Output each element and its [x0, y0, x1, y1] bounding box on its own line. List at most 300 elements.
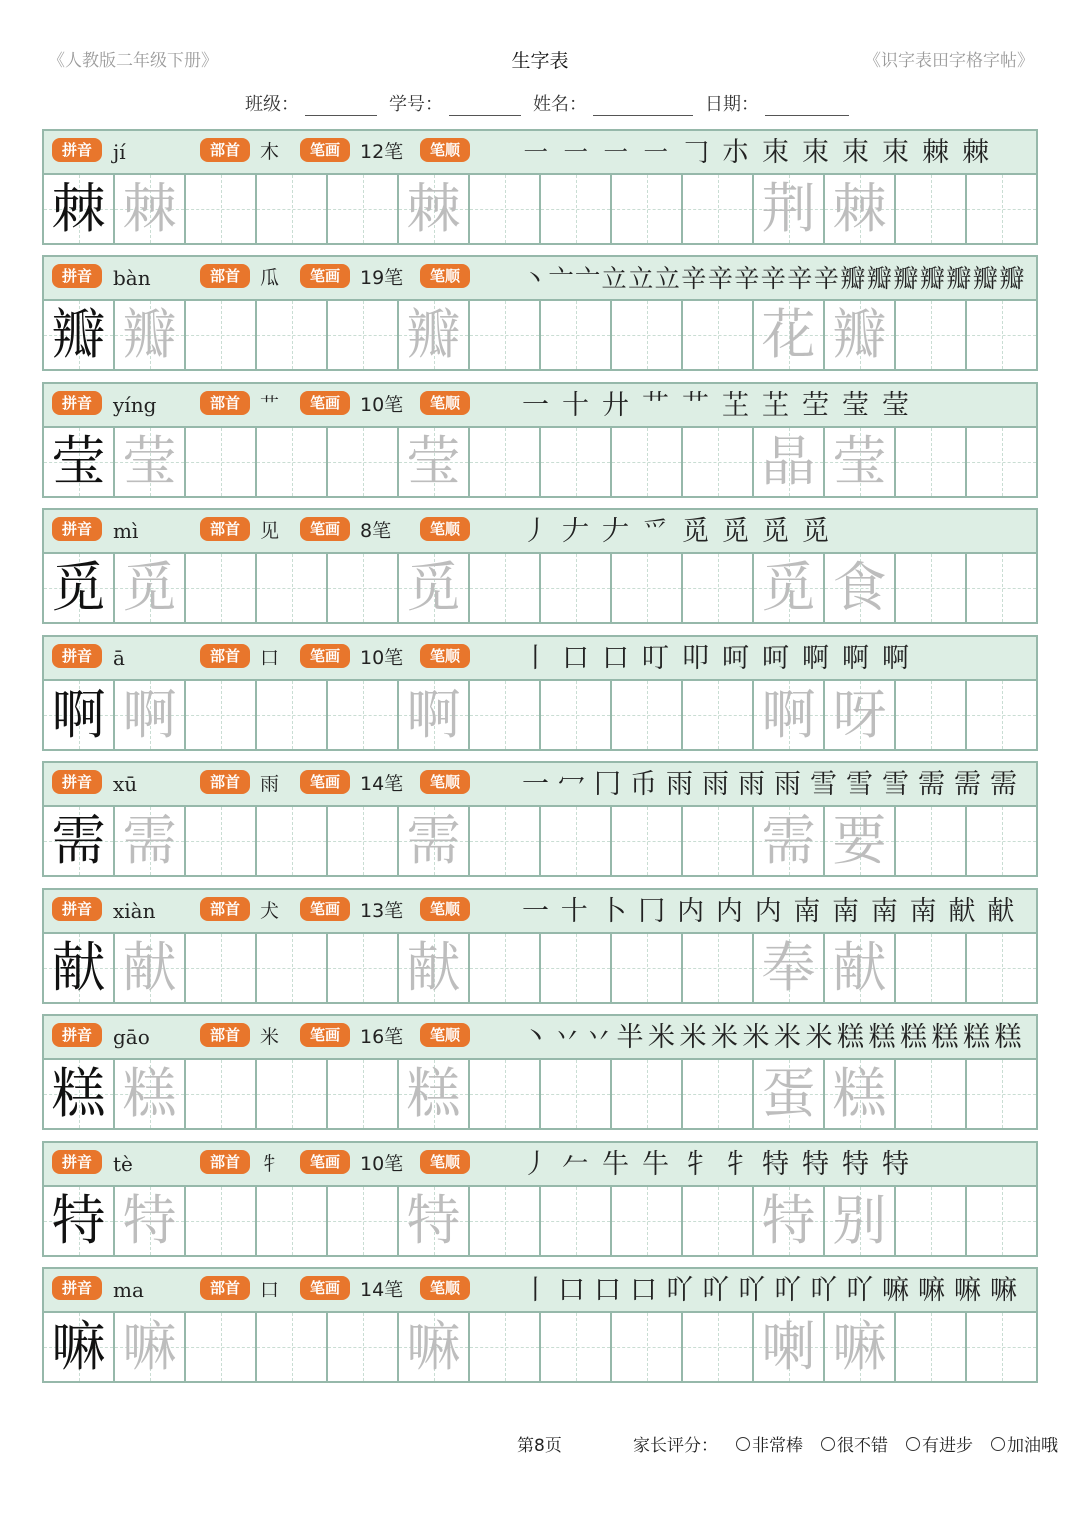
writing-cell[interactable]	[44, 934, 115, 1002]
writing-cell[interactable]	[612, 1187, 683, 1255]
writing-cell[interactable]	[44, 1060, 115, 1128]
stroke-step: 棘	[962, 137, 989, 168]
name-field[interactable]: 姓名：	[533, 90, 693, 116]
model-character: 瓣	[51, 303, 106, 366]
writing-cell[interactable]	[825, 428, 896, 496]
writing-cell[interactable]	[541, 1060, 612, 1128]
writing-cell[interactable]	[399, 934, 470, 1002]
writing-cell[interactable]	[896, 554, 967, 622]
stroke-step: 辛	[707, 264, 733, 293]
stroke-step: 呵	[722, 643, 749, 674]
writing-cell[interactable]	[328, 1060, 399, 1128]
radical-value: 艹	[260, 394, 280, 416]
writing-cell[interactable]	[115, 681, 186, 749]
writing-cell[interactable]	[612, 681, 683, 749]
writing-cell[interactable]	[257, 554, 328, 622]
stroke-step: 糕	[837, 1022, 864, 1053]
stroke-step: 南	[832, 896, 860, 927]
stroke-step: ㇐	[642, 137, 669, 168]
writing-cell[interactable]	[115, 1187, 186, 1255]
stroke-step: 丿	[522, 1149, 549, 1180]
word-character: 需	[761, 809, 816, 872]
writing-cell[interactable]	[754, 301, 825, 369]
writing-cell[interactable]	[470, 554, 541, 622]
writing-cell[interactable]	[754, 807, 825, 875]
writing-cell[interactable]	[257, 1187, 328, 1255]
stroke-count-value: 14笔	[360, 773, 404, 795]
stroke-step: 朿	[802, 137, 829, 168]
stroke-step: 特	[882, 1149, 909, 1180]
writing-cell[interactable]	[754, 428, 825, 496]
class-field[interactable]: 班级：	[245, 90, 377, 116]
stroke-step: 嘛	[918, 1275, 945, 1306]
stroke-step: 南	[870, 896, 898, 927]
writing-cell[interactable]	[44, 807, 115, 875]
stroke-step: 瓣	[893, 264, 919, 293]
writing-cell[interactable]	[257, 428, 328, 496]
writing-cell[interactable]	[541, 301, 612, 369]
stroke-order-sequence	[522, 1145, 1030, 1185]
stroke-order-badge: 笔顺	[420, 897, 470, 921]
stroke-step: 辛	[681, 264, 707, 293]
stroke-step: 特	[842, 1149, 869, 1180]
stroke-order-sequence	[522, 639, 1030, 679]
writing-cell[interactable]	[44, 1313, 115, 1381]
writing-cell[interactable]	[683, 1313, 754, 1381]
character-block	[42, 1141, 1038, 1257]
writing-cell[interactable]	[399, 1187, 470, 1255]
stroke-step: 雨	[702, 769, 729, 800]
writing-cell[interactable]	[328, 428, 399, 496]
stroke-step: 丶	[522, 1022, 549, 1053]
writing-cell[interactable]	[257, 301, 328, 369]
tianzige-grid	[44, 554, 1036, 622]
character-block	[42, 508, 1038, 624]
stroke-step: 冂	[638, 896, 666, 927]
stroke-step: 米	[648, 1022, 675, 1053]
writing-cell[interactable]	[470, 301, 541, 369]
writing-cell[interactable]	[44, 175, 115, 243]
stroke-step: 吖	[738, 1275, 765, 1306]
writing-cell[interactable]	[44, 301, 115, 369]
writing-cell[interactable]	[399, 301, 470, 369]
page-number: 第8页	[517, 1436, 562, 1456]
writing-cell[interactable]	[399, 175, 470, 243]
writing-cell[interactable]	[470, 175, 541, 243]
writing-cell[interactable]	[186, 681, 257, 749]
radical-badge: 部首	[200, 138, 250, 162]
writing-cell[interactable]	[612, 1313, 683, 1381]
writing-cell[interactable]	[967, 681, 1036, 749]
writing-cell[interactable]	[328, 554, 399, 622]
writing-cell[interactable]	[328, 1187, 399, 1255]
stroke-step: 丷	[553, 1022, 581, 1053]
rating-option-excellent[interactable]: 非常棒	[736, 1431, 803, 1456]
trace-character: 棘	[406, 177, 461, 240]
writing-cell[interactable]	[541, 934, 612, 1002]
writing-cell[interactable]	[399, 554, 470, 622]
writing-cell[interactable]	[612, 175, 683, 243]
stroke-step: 吖	[774, 1275, 801, 1306]
stroke-step: 丨	[522, 643, 549, 674]
stroke-step: 卜	[599, 896, 627, 927]
writing-cell[interactable]	[896, 428, 967, 496]
writing-cell[interactable]	[683, 681, 754, 749]
writing-cell[interactable]	[896, 175, 967, 243]
stroke-step: 献	[987, 896, 1015, 927]
trace-character: 需	[406, 809, 461, 872]
writing-cell[interactable]	[825, 175, 896, 243]
writing-cell[interactable]	[541, 1313, 612, 1381]
writing-cell[interactable]	[44, 428, 115, 496]
stroke-step: 雪	[810, 769, 837, 800]
writing-cell[interactable]	[967, 175, 1036, 243]
radical-badge: 部首	[200, 517, 250, 541]
pinyin-badge: 拼音	[52, 897, 102, 921]
date-field[interactable]: 日期：	[705, 90, 849, 116]
writing-cell[interactable]	[896, 807, 967, 875]
stroke-order-badge: 笔顺	[420, 1023, 470, 1047]
writing-cell[interactable]	[186, 554, 257, 622]
stroke-step: 叩	[682, 643, 709, 674]
writing-cell[interactable]	[399, 681, 470, 749]
stroke-order-sequence	[522, 386, 1030, 426]
word-character: 糕	[832, 1062, 887, 1125]
stroke-order-badge: 笔顺	[420, 517, 470, 541]
stroke-step: 莹	[882, 390, 909, 421]
trace-character: 啊	[406, 683, 461, 746]
writing-cell[interactable]	[115, 934, 186, 1002]
rating-option-keep-going[interactable]: 加油哦	[991, 1431, 1058, 1456]
writing-cell[interactable]	[825, 1187, 896, 1255]
writing-cell[interactable]	[399, 428, 470, 496]
writing-cell[interactable]	[896, 934, 967, 1002]
writing-cell[interactable]	[754, 1060, 825, 1128]
stroke-step: 需	[918, 769, 945, 800]
character-block	[42, 382, 1038, 498]
stroke-step: 瓣	[866, 264, 892, 293]
writing-cell[interactable]	[683, 301, 754, 369]
writing-cell[interactable]	[257, 934, 328, 1002]
word-character: 晶	[761, 430, 816, 493]
trace-character: 啊	[122, 683, 177, 746]
character-info-bar	[44, 1143, 1036, 1187]
stroke-step: 朩	[722, 137, 749, 168]
radical-badge: 部首	[200, 264, 250, 288]
stroke-step: 瓣	[972, 264, 998, 293]
writing-cell[interactable]	[186, 1060, 257, 1128]
trace-character: 瓣	[122, 303, 177, 366]
stroke-step: 内	[677, 896, 705, 927]
writing-cell[interactable]	[328, 681, 399, 749]
model-character: 特	[51, 1189, 106, 1252]
radical-badge: 部首	[200, 1276, 250, 1300]
word-character: 蛋	[761, 1062, 816, 1125]
stroke-step: 糕	[900, 1022, 927, 1053]
writing-cell[interactable]	[967, 1187, 1036, 1255]
writing-cell[interactable]	[257, 1313, 328, 1381]
stroke-step: 莹	[842, 390, 869, 421]
stroke-order-sequence	[522, 892, 1030, 932]
radical-badge: 部首	[200, 391, 250, 415]
stroke-step: ㇐	[562, 137, 589, 168]
writing-cell[interactable]	[683, 428, 754, 496]
stroke-step: 辛	[760, 264, 786, 293]
writing-cell[interactable]	[257, 681, 328, 749]
tianzige-grid	[44, 1187, 1036, 1255]
writing-cell[interactable]	[115, 301, 186, 369]
writing-cell[interactable]	[328, 175, 399, 243]
writing-cell[interactable]	[825, 807, 896, 875]
writing-cell[interactable]	[683, 934, 754, 1002]
writing-cell[interactable]	[683, 554, 754, 622]
writing-cell[interactable]	[399, 1313, 470, 1381]
writing-cell[interactable]	[754, 1187, 825, 1255]
stroke-step: 口	[630, 1275, 657, 1306]
stroke-step: 丿	[522, 516, 549, 547]
writing-cell[interactable]	[967, 301, 1036, 369]
writing-cell[interactable]	[541, 175, 612, 243]
writing-cell[interactable]	[896, 1313, 967, 1381]
stroke-step: 嘛	[882, 1275, 909, 1306]
writing-cell[interactable]	[470, 807, 541, 875]
writing-cell[interactable]	[186, 175, 257, 243]
writing-cell[interactable]	[967, 807, 1036, 875]
stroke-count-badge: 笔画	[300, 264, 350, 288]
writing-cell[interactable]	[967, 934, 1036, 1002]
writing-cell[interactable]	[186, 428, 257, 496]
character-info-bar	[44, 257, 1036, 301]
radio-circle-icon	[821, 1437, 835, 1451]
radio-circle-icon	[991, 1437, 1005, 1451]
writing-cell[interactable]	[470, 1187, 541, 1255]
trace-character: 觅	[406, 556, 461, 619]
writing-cell[interactable]	[612, 934, 683, 1002]
trace-character: 瓣	[406, 303, 461, 366]
stroke-step: 冖	[558, 769, 585, 800]
character-info-bar	[44, 637, 1036, 681]
stroke-order-sequence	[522, 1271, 1030, 1311]
writing-cell[interactable]	[186, 301, 257, 369]
rating-option-progress[interactable]: 有进步	[906, 1431, 973, 1456]
writing-cell[interactable]	[896, 681, 967, 749]
writing-cell[interactable]	[328, 934, 399, 1002]
writing-cell[interactable]	[257, 1060, 328, 1128]
stroke-step: 内	[715, 896, 743, 927]
writing-cell[interactable]	[186, 934, 257, 1002]
writing-cell[interactable]	[825, 301, 896, 369]
stroke-step: 觅	[722, 516, 749, 547]
writing-cell[interactable]	[257, 175, 328, 243]
writing-cell[interactable]	[825, 681, 896, 749]
character-info-bar	[44, 1016, 1036, 1060]
stroke-step: 𠂇	[562, 516, 589, 547]
stroke-step: 立	[601, 264, 627, 293]
writing-cell[interactable]	[754, 1313, 825, 1381]
writing-cell[interactable]	[825, 1313, 896, 1381]
stroke-step: 辛	[787, 264, 813, 293]
trace-character: 特	[122, 1189, 177, 1252]
trace-character: 献	[406, 936, 461, 999]
stroke-order-badge: 笔顺	[420, 264, 470, 288]
rating-option-good[interactable]: 很不错	[821, 1431, 888, 1456]
stroke-step: 艹	[682, 390, 709, 421]
writing-cell[interactable]	[541, 681, 612, 749]
writing-cell[interactable]	[967, 1060, 1036, 1128]
character-info-bar	[44, 1269, 1036, 1313]
stroke-step: 口	[594, 1275, 621, 1306]
stroke-step: 口	[562, 643, 589, 674]
stroke-step: 需	[954, 769, 981, 800]
writing-cell[interactable]	[541, 1187, 612, 1255]
writing-cell[interactable]	[328, 1313, 399, 1381]
writing-cell[interactable]	[44, 1187, 115, 1255]
writing-cell[interactable]	[754, 681, 825, 749]
model-character: 糕	[51, 1062, 106, 1125]
stroke-step: 朿	[882, 137, 909, 168]
stroke-step: 嘛	[954, 1275, 981, 1306]
writing-cell[interactable]	[896, 1060, 967, 1128]
stroke-step: 需	[990, 769, 1017, 800]
writing-cell[interactable]	[399, 807, 470, 875]
stroke-step: 觅	[802, 516, 829, 547]
stroke-step: 牜	[682, 1149, 709, 1180]
writing-cell[interactable]	[683, 1187, 754, 1255]
writing-cell[interactable]	[257, 807, 328, 875]
writing-cell[interactable]	[470, 1313, 541, 1381]
writing-cell[interactable]	[541, 554, 612, 622]
radical-value: 犬	[260, 900, 280, 922]
stroke-order-sequence	[522, 259, 1030, 299]
writing-cell[interactable]	[186, 807, 257, 875]
trace-character: 嘛	[122, 1315, 177, 1378]
writing-cell[interactable]	[967, 554, 1036, 622]
stroke-step: 米	[805, 1022, 833, 1053]
model-character: 啊	[51, 683, 106, 746]
stroke-step: 啊	[802, 643, 829, 674]
stroke-step: 茔	[802, 390, 829, 421]
writing-cell[interactable]	[115, 428, 186, 496]
stroke-step: 献	[948, 896, 976, 927]
writing-cell[interactable]	[115, 175, 186, 243]
student-info-fields	[245, 90, 861, 116]
writing-cell[interactable]	[328, 807, 399, 875]
character-info-bar	[44, 384, 1036, 428]
stroke-step: 米	[742, 1022, 770, 1053]
writing-cell[interactable]	[896, 1187, 967, 1255]
writing-cell[interactable]	[825, 554, 896, 622]
stroke-count-badge: 笔画	[300, 770, 350, 794]
stroke-step: 糕	[963, 1022, 990, 1053]
writing-cell[interactable]	[754, 934, 825, 1002]
writing-cell[interactable]	[328, 301, 399, 369]
writing-cell[interactable]	[754, 554, 825, 622]
writing-cell[interactable]	[612, 301, 683, 369]
stroke-step: 吖	[810, 1275, 837, 1306]
stroke-count-value: 10笔	[360, 647, 404, 669]
writing-cell[interactable]	[825, 934, 896, 1002]
stroke-order-sequence	[522, 765, 1030, 805]
writing-cell[interactable]	[612, 807, 683, 875]
radical-value: 木	[260, 141, 280, 163]
pinyin-value: gāo	[113, 1025, 150, 1049]
number-field[interactable]: 学号：	[389, 90, 521, 116]
stroke-step: 亠	[575, 264, 601, 293]
stroke-count-value: 8笔	[360, 520, 392, 542]
writing-cell[interactable]	[115, 807, 186, 875]
stroke-count-value: 10笔	[360, 394, 404, 416]
radical-value: 瓜	[260, 267, 280, 289]
writing-cell[interactable]	[470, 934, 541, 1002]
stroke-step: 瓣	[999, 264, 1025, 293]
stroke-step: 立	[654, 264, 680, 293]
stroke-step: 雪	[846, 769, 873, 800]
writing-cell[interactable]	[612, 428, 683, 496]
word-character: 奉	[761, 936, 816, 999]
writing-cell[interactable]	[754, 175, 825, 243]
character-block	[42, 888, 1038, 1004]
writing-cell[interactable]	[44, 681, 115, 749]
model-character: 莹	[51, 430, 106, 493]
model-character: 献	[51, 936, 106, 999]
stroke-step: 辛	[734, 264, 760, 293]
writing-cell[interactable]	[115, 554, 186, 622]
writing-cell[interactable]	[115, 1060, 186, 1128]
writing-cell[interactable]	[825, 1060, 896, 1128]
stroke-step: 丶	[522, 264, 548, 293]
writing-cell[interactable]	[44, 554, 115, 622]
writing-cell[interactable]	[612, 554, 683, 622]
writing-cell[interactable]	[541, 428, 612, 496]
writing-cell[interactable]	[683, 175, 754, 243]
writing-cell[interactable]	[186, 1187, 257, 1255]
writing-cell[interactable]	[399, 1060, 470, 1128]
writing-cell[interactable]	[541, 807, 612, 875]
writing-cell[interactable]	[186, 1313, 257, 1381]
tianzige-grid	[44, 1313, 1036, 1381]
trace-character: 嘛	[406, 1315, 461, 1378]
writing-cell[interactable]	[967, 428, 1036, 496]
writing-cell[interactable]	[115, 1313, 186, 1381]
stroke-count-badge: 笔画	[300, 517, 350, 541]
writing-cell[interactable]	[612, 1060, 683, 1128]
writing-cell[interactable]	[896, 301, 967, 369]
stroke-step: 一	[522, 769, 549, 800]
writing-cell[interactable]	[967, 1313, 1036, 1381]
series-title: 《识字表田字格字帖》	[864, 51, 1034, 71]
pinyin-badge: 拼音	[52, 1276, 102, 1300]
trace-character: 觅	[122, 556, 177, 619]
stroke-step: 糕	[994, 1022, 1022, 1053]
word-character: 别	[832, 1189, 887, 1252]
writing-cell[interactable]	[683, 1060, 754, 1128]
trace-character: 莹	[122, 430, 177, 493]
word-character: 嘛	[832, 1315, 887, 1378]
model-character: 棘	[51, 177, 106, 240]
stroke-step: 币	[630, 769, 657, 800]
pinyin-value: ā	[113, 646, 125, 670]
stroke-step: 特	[802, 1149, 829, 1180]
writing-cell[interactable]	[683, 807, 754, 875]
writing-cell[interactable]	[470, 681, 541, 749]
writing-cell[interactable]	[470, 1060, 541, 1128]
stroke-step: 米	[774, 1022, 801, 1053]
stroke-count-value: 19笔	[360, 267, 404, 289]
page-title: 生字表	[511, 50, 569, 72]
stroke-step: 米	[679, 1022, 707, 1053]
stroke-step: 吖	[846, 1275, 873, 1306]
writing-cell[interactable]	[470, 428, 541, 496]
